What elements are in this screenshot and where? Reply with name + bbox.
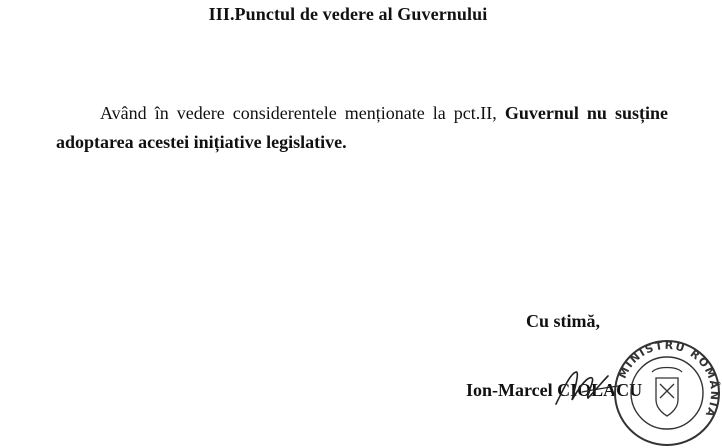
closing-salutation: Cu stimă, [526, 311, 601, 331]
paragraph-emphasis: Guvernul nu susține adoptarea acestei inițiative legislative. [56, 103, 668, 152]
paragraph-intro: Având în vedere considerentele menționate la pct.II, [100, 103, 505, 123]
section-heading: III.Punctul de vedere al Guvernului [208, 4, 488, 24]
official-stamp [612, 338, 722, 448]
coat-of-arms-icon [652, 368, 682, 417]
svg-text:MINISTRU ROMÂNIA: MINISTRU ROMÂNIA [615, 338, 722, 421]
position-paragraph [56, 99, 668, 157]
signer-name: Ion-Marcel CIOLACU [466, 380, 643, 400]
